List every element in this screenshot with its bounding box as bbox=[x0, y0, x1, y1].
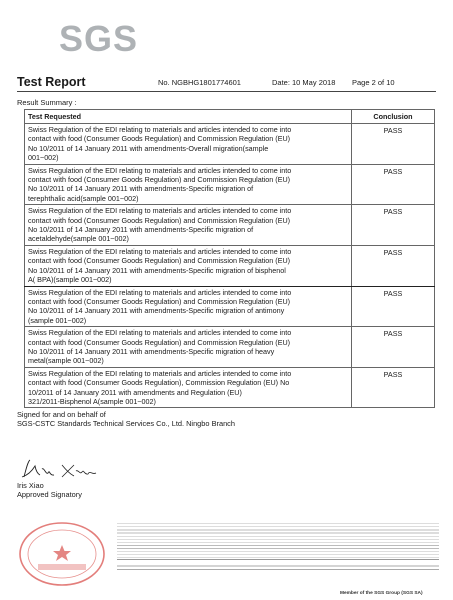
table-row bbox=[25, 286, 435, 327]
test-description-line: contact with food (Consumer Goods Regulation), Commission Regulation (EU) No bbox=[28, 378, 290, 388]
report-date: Date: 10 May 2018 bbox=[272, 78, 336, 87]
col-header-test: Test Requested bbox=[25, 110, 352, 124]
test-description-line: (sample 001~002) bbox=[28, 315, 87, 325]
signatory bbox=[17, 481, 82, 500]
conclusion-cell: PASS bbox=[352, 327, 435, 368]
table-row bbox=[25, 245, 435, 286]
test-description-line: 10/2011 of 14 January 2011 with amendments and Regulation (EU) bbox=[28, 387, 242, 397]
test-description-line: No 10/2011 of 14 January 2011 with amendments-Specific migration of heavy bbox=[28, 346, 275, 356]
conclusion-cell: PASS bbox=[352, 245, 435, 286]
test-description-line: Swiss Regulation of the EDI relating to materials and articles intended to come into bbox=[28, 328, 292, 338]
report-number: No. NGBHG1801774601 bbox=[158, 78, 241, 87]
test-requested-cell bbox=[25, 327, 352, 368]
test-description-line: contact with food (Consumer Goods Regulation) and Commission Regulation (EU) bbox=[28, 296, 291, 306]
test-description-line: Swiss Regulation of the EDI relating to materials and articles intended to come into bbox=[28, 287, 292, 297]
table-row bbox=[25, 124, 435, 165]
test-description-line: Swiss Regulation of the EDI relating to materials and articles intended to come into bbox=[28, 206, 292, 216]
test-requested-cell bbox=[25, 245, 352, 286]
test-requested-cell bbox=[25, 164, 352, 205]
conclusion-cell: PASS bbox=[352, 124, 435, 165]
company-seal bbox=[16, 520, 108, 588]
test-description-line: contact with food (Consumer Goods Regulation) and Commission Regulation (EU) bbox=[28, 256, 291, 266]
table-row bbox=[25, 367, 435, 408]
company-name: SGS-CSTC Standards Technical Services Co., Ltd. Ningbo Branch bbox=[17, 419, 235, 429]
test-requested-cell bbox=[25, 367, 352, 408]
test-description-line: A( BPA)(sample 001~002) bbox=[28, 275, 112, 285]
terms-fine-print bbox=[117, 521, 439, 560]
test-description-line: No 10/2011 of 14 January 2011 with amendments-Specific migration of bbox=[28, 225, 254, 235]
result-summary-label: Result Summary : bbox=[17, 98, 77, 107]
test-description-line: Swiss Regulation of the EDI relating to materials and articles intended to come into bbox=[28, 246, 292, 256]
address-fine-print bbox=[117, 563, 439, 572]
result-summary-table bbox=[24, 109, 435, 408]
conclusion-cell: PASS bbox=[352, 286, 435, 327]
signed-for-label: Signed for and on behalf of bbox=[17, 410, 106, 419]
test-description-line: contact with food (Consumer Goods Regulation) and Commission Regulation (EU) bbox=[28, 215, 291, 225]
sgs-group-member-note: Member of the SGS Group (SGS SA) bbox=[340, 591, 423, 596]
test-description-line: contact with food (Consumer Goods Regulation) and Commission Regulation (EU) bbox=[28, 134, 291, 144]
conclusion-cell: PASS bbox=[352, 367, 435, 408]
report-title: Test Report bbox=[17, 75, 86, 89]
table-row bbox=[25, 164, 435, 205]
signatory-name: Iris Xiao bbox=[17, 481, 44, 490]
table-body bbox=[25, 124, 435, 408]
table-header-row bbox=[25, 110, 435, 124]
test-requested-cell bbox=[25, 124, 352, 165]
conclusion-cell: PASS bbox=[352, 205, 435, 246]
test-description-line: acetaldehyde(sample 001~002) bbox=[28, 234, 129, 244]
test-description-line: No 10/2011 of 14 January 2011 with amendments-Specific migration of bisphenol bbox=[28, 265, 286, 275]
test-description-line: terephthalic acid(sample 001~002) bbox=[28, 193, 139, 203]
conclusion-cell: PASS bbox=[352, 164, 435, 205]
test-description-line: contact with food (Consumer Goods Regulation) and Commission Regulation (EU) bbox=[28, 337, 291, 347]
test-description-line: contact with food (Consumer Goods Regulation) and Commission Regulation (EU) bbox=[28, 175, 291, 185]
test-description-line: No 10/2011 of 14 January 2011 with amendments-Specific migration of antimony bbox=[28, 306, 285, 316]
page-indicator: Page 2 of 10 bbox=[352, 78, 395, 87]
test-requested-cell bbox=[25, 205, 352, 246]
signatory-title: Approved Signatory bbox=[17, 490, 82, 500]
sgs-logo: SGS bbox=[59, 18, 139, 59]
col-header-conclusion: Conclusion bbox=[352, 110, 435, 124]
test-description-line: No 10/2011 of 14 January 2011 with amendments-Specific migration of bbox=[28, 184, 254, 194]
test-description-line: metal(sample 001~002) bbox=[28, 356, 104, 366]
test-description-line: Swiss Regulation of the EDI relating to materials and articles intended to come into bbox=[28, 125, 292, 134]
signature-block bbox=[17, 410, 235, 429]
table-row bbox=[25, 327, 435, 368]
test-requested-cell bbox=[25, 286, 352, 327]
test-description-line: Swiss Regulation of the EDI relating to materials and articles intended to come into bbox=[28, 368, 292, 378]
handwritten-signature bbox=[18, 457, 98, 481]
test-description-line: Swiss Regulation of the EDI relating to materials and articles intended to come into bbox=[28, 165, 292, 175]
test-description-line: 321/2011-Bisphenol A(sample 001~002) bbox=[28, 396, 156, 406]
test-description-line: No 10/2011 of 14 January 2011 with amendments-Overall migration(sample bbox=[28, 143, 269, 153]
header-divider bbox=[17, 91, 436, 92]
table-row bbox=[25, 205, 435, 246]
test-description-line: 001~002) bbox=[28, 153, 59, 163]
